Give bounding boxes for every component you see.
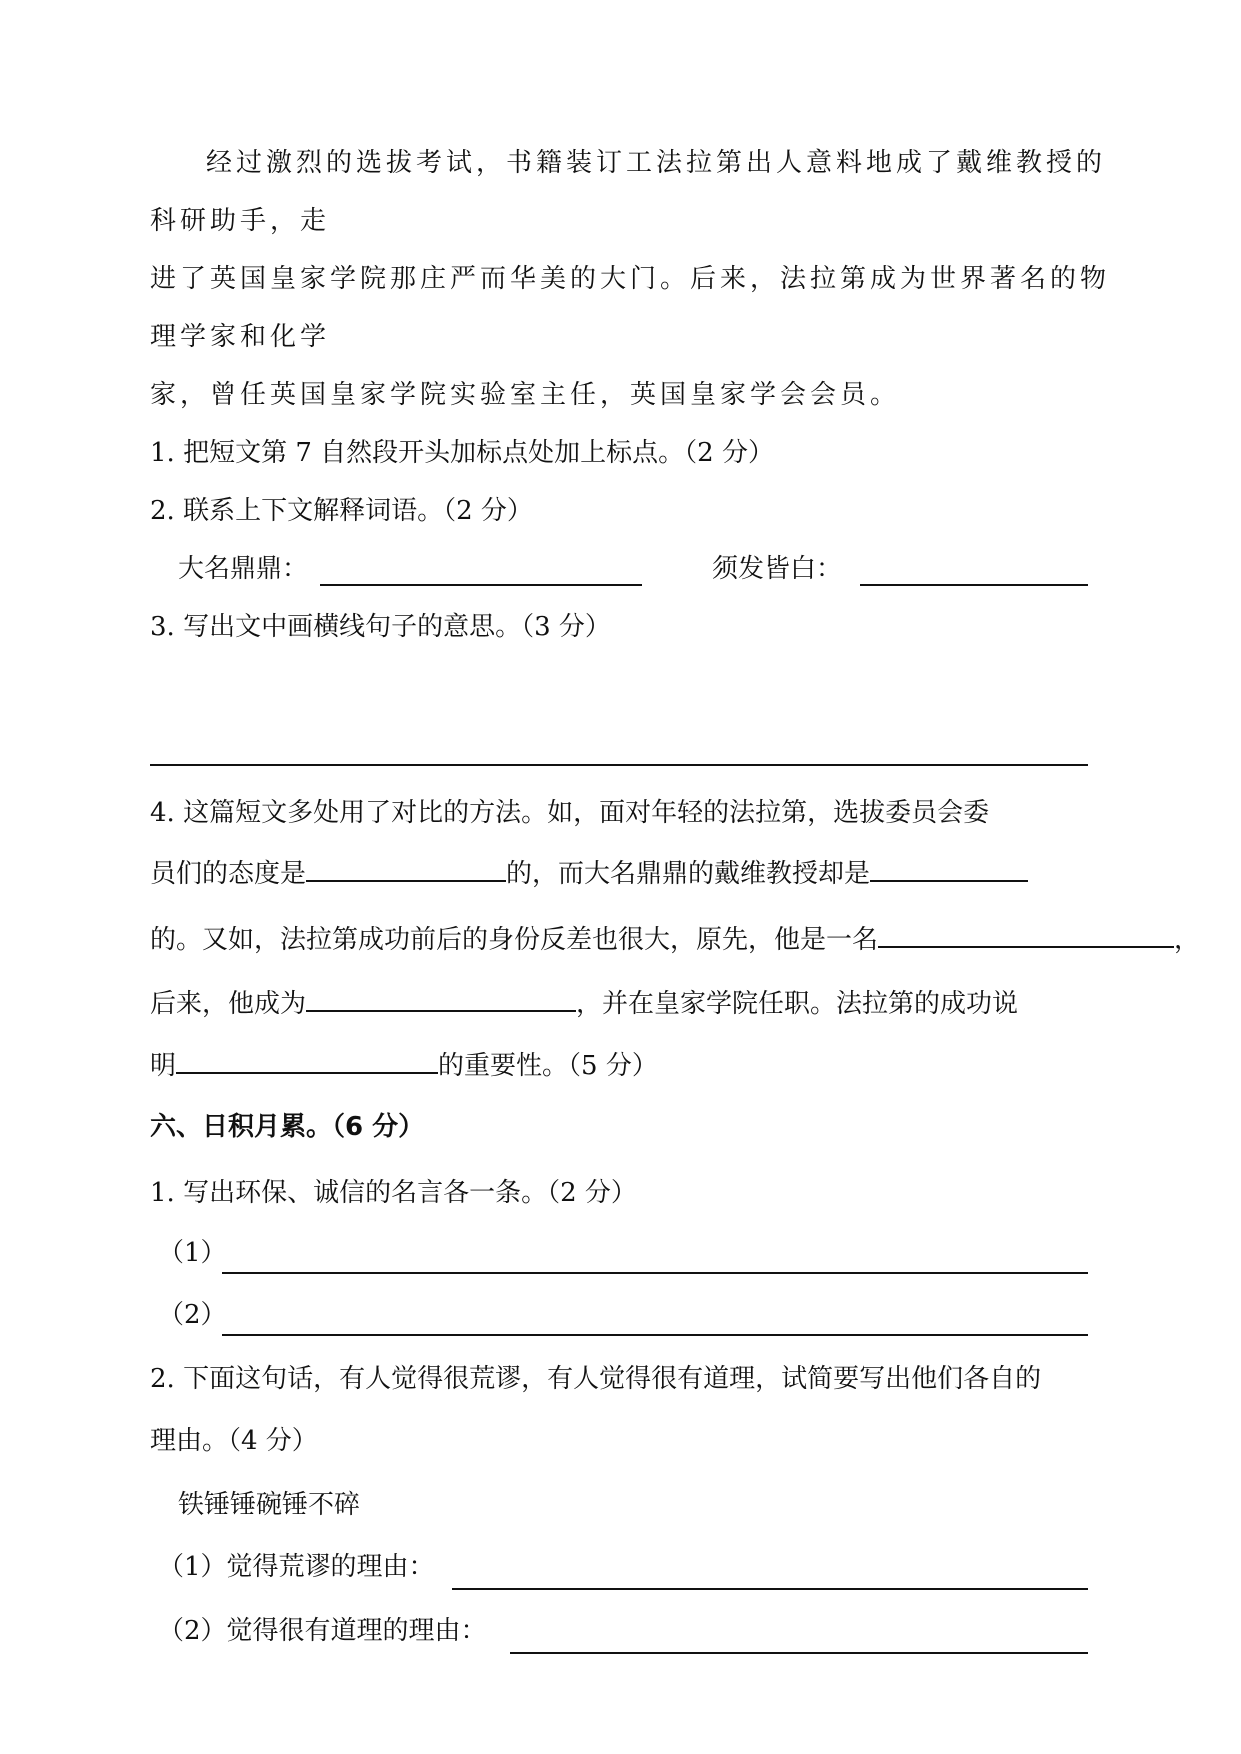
passage-line: 进了英国皇家学院那庄严而华美的大门。后来，法拉第成为世界著名的物 [150, 264, 1111, 294]
sentence: 铁锤锤碗锤不碎 [178, 1490, 361, 1520]
text: ， [1174, 925, 1201, 955]
item-label: （2） [158, 1300, 227, 1330]
fill-blank[interactable] [306, 854, 506, 882]
text: ，并在皇家学院任职。法拉第的成功说 [576, 989, 1019, 1019]
question-4-line [150, 920, 1200, 957]
question-1: 1. 把短文第 7 自然段开头加标点处加上标点。（2 分） [150, 438, 774, 468]
question-3: 3. 写出文中画横线句子的意思。（3 分） [150, 612, 611, 642]
section6-question-1: 1. 写出环保、诚信的名言各一条。（2 分） [150, 1178, 637, 1208]
text: 的，而大名鼎鼎的戴维教授却是 [506, 859, 871, 889]
passage-line: 经过激烈的选拔考试，书籍装订工法拉第出人意料地成了戴维教授的 [206, 148, 1107, 178]
section6-question-2-cont: 理由。（4 分） [150, 1426, 318, 1456]
answer-blank[interactable] [320, 584, 642, 586]
answer-line[interactable] [510, 1652, 1088, 1654]
passage-line: 理学家和化学 [150, 322, 331, 352]
section-title: 六、日积月累。（6 分） [150, 1112, 425, 1142]
term-xufajiebai: 须发皆白： [712, 554, 843, 584]
answer-line[interactable] [150, 764, 1088, 766]
answer-line[interactable] [222, 1272, 1088, 1274]
reason-label: （1）觉得荒谬的理由： [158, 1552, 435, 1582]
question-4-line [150, 1046, 658, 1083]
question-4-line [150, 984, 1018, 1021]
text: 的重要性。（5 分） [438, 1051, 658, 1081]
text: 明 [150, 1051, 177, 1081]
fill-blank[interactable] [306, 984, 576, 1012]
text: 后来，他成为 [150, 989, 307, 1019]
question-4: 4. 这篇短文多处用了对比的方法。如，面对年轻的法拉第，选拔委员会委 [150, 798, 990, 828]
answer-blank[interactable] [860, 584, 1088, 586]
answer-line[interactable] [452, 1588, 1088, 1590]
fill-blank[interactable] [176, 1046, 438, 1074]
section6-question-2: 2. 下面这句话，有人觉得很荒谬，有人觉得很有道理，试简要写出他们各自的 [150, 1364, 1042, 1394]
reason-label: （2）觉得很有道理的理由： [158, 1616, 487, 1646]
question-2: 2. 联系上下文解释词语。（2 分） [150, 496, 533, 526]
text: 的。又如，法拉第成功前后的身份反差也很大，原先，他是一名 [150, 925, 879, 955]
question-4-line [150, 854, 1028, 891]
fill-blank[interactable] [878, 920, 1174, 948]
term-dadingding: 大名鼎鼎： [178, 554, 309, 584]
text: 员们的态度是 [150, 859, 307, 889]
passage-line: 家，曾任英国皇家学院实验室主任，英国皇家学会会员。 [150, 380, 901, 410]
answer-line[interactable] [222, 1334, 1088, 1336]
passage-line: 科研助手，走 [150, 206, 331, 236]
item-label: （1） [158, 1238, 227, 1268]
fill-blank[interactable] [870, 854, 1028, 882]
